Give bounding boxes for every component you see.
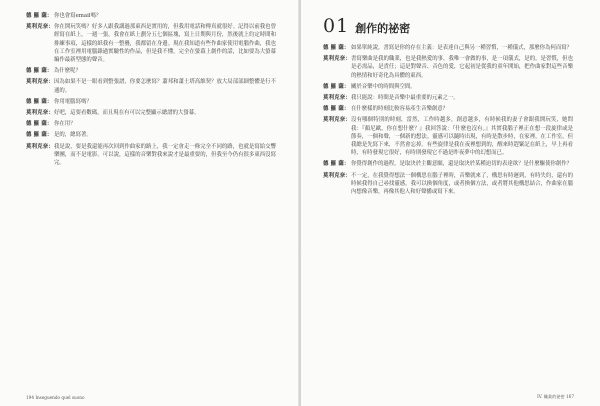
speaker-label: 莫利克奈： xyxy=(26,24,54,31)
speaker-label: 莫利克奈： xyxy=(323,172,351,179)
right-dialogue-column xyxy=(323,44,573,199)
dialogue-entry xyxy=(323,116,573,157)
dialogue-entry xyxy=(323,105,573,113)
right-page-footer: IV. 職業的祕密 167 xyxy=(537,394,574,399)
dialogue-entry xyxy=(323,55,573,80)
speaker-label: 莫利克奈： xyxy=(26,110,54,117)
speaker-label: 德 羅 薩： xyxy=(323,161,350,168)
dialogue-entry xyxy=(323,83,573,91)
dialogue-entry xyxy=(323,94,573,102)
left-dialogue-column xyxy=(26,12,276,170)
dialogue-text: 在什麼樣的時刻比較容易產生音樂創意？ xyxy=(351,106,449,113)
dialogue-text: 沒有哪個特別的時刻，當然，工作時越多，創意越多，有時候我的妻子會跟我開玩笑，她問我：『顏尼歐，你在想什麼？』我回答說：『什麼也沒有。』其實我腦子裡正在想一段旋律或是節奏，一個和聲，一個新的想法。靈感可以隨時出現，有時是散步時，在家裡，在工作室。但我總是先寫下來，不然會忘掉。有些旋律是我在夜裡想到的，醒來時趕緊記在紙上，早上再看時，有時發現它很好，有時則發現它不過是昨夜夢中的幻想而已。 xyxy=(351,117,573,157)
dialogue-entry xyxy=(26,131,276,139)
dialogue-entry xyxy=(26,109,276,117)
speaker-label: 德 羅 薩： xyxy=(323,45,350,51)
dialogue-text: 是的，總寫著。 xyxy=(54,132,92,139)
dialogue-text: 因為如果不是一眼看到整張譜，你要怎麼寫？蕭邦和蕭士塔高維契？放大局部部細整體是行不通的。 xyxy=(54,79,276,94)
dialogue-text: 關於音樂中的時間與空間。 xyxy=(351,83,416,90)
dialogue-text: 你用電腦寫嗎？ xyxy=(54,98,92,105)
chapter-number: 01 xyxy=(323,15,350,37)
speaker-label: 德 羅 薩： xyxy=(26,68,53,75)
speaker-label: 莫利克奈： xyxy=(323,56,351,63)
dialogue-text: 不一定，在我覺得想法一個構思在腦子裡時，音樂就來了，構思有時遲到，有時失約，還有的時候我得自己尋找靈感，我可以換個角度，或者換個方法，或者將其他構思結合，作曲家在腦內想像音樂，再像其他人和好聲播或寫下來。 xyxy=(351,172,573,196)
dialogue-entry xyxy=(26,12,276,20)
dialogue-text: 我只能說：時間是音樂中最重要的元素之一。 xyxy=(351,95,459,102)
right-page xyxy=(301,0,600,406)
chapter-heading xyxy=(323,16,410,36)
dialogue-entry xyxy=(323,160,573,168)
dialogue-text: 為什麼呢？ xyxy=(54,68,81,75)
dialogue-text: 書寫樂曲是我的職業，也是我熱愛的事，我唯一會做的事，是一項儀式，是的，是習慣，但也是必需品，是責任；這是對聲音、音色的愛，它起初是從我的童年開始，把作曲家對這些音樂的熱情和好奇化為具體的東西。 xyxy=(351,56,573,79)
speaker-label: 德 羅 薩： xyxy=(26,132,53,139)
speaker-label: 德 羅 薩： xyxy=(26,98,53,105)
dialogue-text: 好吧，這要看數碼，而且現在有可以完整顯示總譜的大螢幕。 xyxy=(54,110,200,117)
speaker-label: 德 羅 薩： xyxy=(26,121,53,128)
left-page-footer: 194 Inseguendo quel suono xyxy=(26,395,85,400)
speaker-label: 莫利克奈： xyxy=(26,143,54,150)
speaker-label: 德 羅 薩： xyxy=(323,83,350,90)
dialogue-entry xyxy=(26,67,276,75)
dialogue-entry xyxy=(323,172,573,197)
chapter-title: 創作的祕密 xyxy=(355,22,411,35)
dialogue-text: 如果單純說，書寫是你的存在主義：是表達自己與另一種習慣，一種儀式，那麼你為何而寫？ xyxy=(351,45,573,51)
dialogue-text: 我是說，要是我還能再次回到作曲家的路上，我一定會走一條完全不同的路，也就是寫給交響樂團，而不是電影。可以說，這樣的音樂對我來說才是最重要的，但我至今仍有很多東西沒寫完。 xyxy=(54,143,276,167)
dialogue-entry xyxy=(323,44,573,52)
speaker-label: 莫利克奈： xyxy=(323,117,351,124)
left-page xyxy=(0,0,299,406)
dialogue-entry xyxy=(26,120,276,128)
speaker-label: 莫利克奈： xyxy=(323,95,351,102)
speaker-label: 莫利克奈： xyxy=(26,79,54,86)
dialogue-text: 你在用？ xyxy=(54,121,76,128)
dialogue-entry xyxy=(26,143,276,168)
speaker-label: 德 羅 薩： xyxy=(26,13,53,19)
speaker-label: 德 羅 薩： xyxy=(323,106,350,113)
dialogue-text: 你在開玩笑嗎？好多人跟我講過那東西是實用的，但我用電話和傳真就很好。記得以前我也曾經寫在紙上，一週一張，我會在紙上劃分五七個區塊，寫上日期與月份，然後就上約定時間和排練事項，這樣的紙我有一整疊，我都留在身邊。現在我知道有些作曲家使用電腦作曲，我也在工作室裡用電腦錄過實驗性的作品，但是我不懂，完全在螢幕上創作的話，比如要為大螢幕編作最新型態的聲音。 xyxy=(54,24,276,64)
dialogue-entry xyxy=(26,23,276,64)
dialogue-entry xyxy=(26,98,276,106)
dialogue-entry xyxy=(26,78,276,94)
dialogue-text: 你也會寫email嗎？ xyxy=(54,13,102,19)
dialogue-text: 你覺得創作的過程，是取決於主觀意願，還是取決於某種迫切的表達欲？是什麼驅使你創作？ xyxy=(351,161,573,168)
